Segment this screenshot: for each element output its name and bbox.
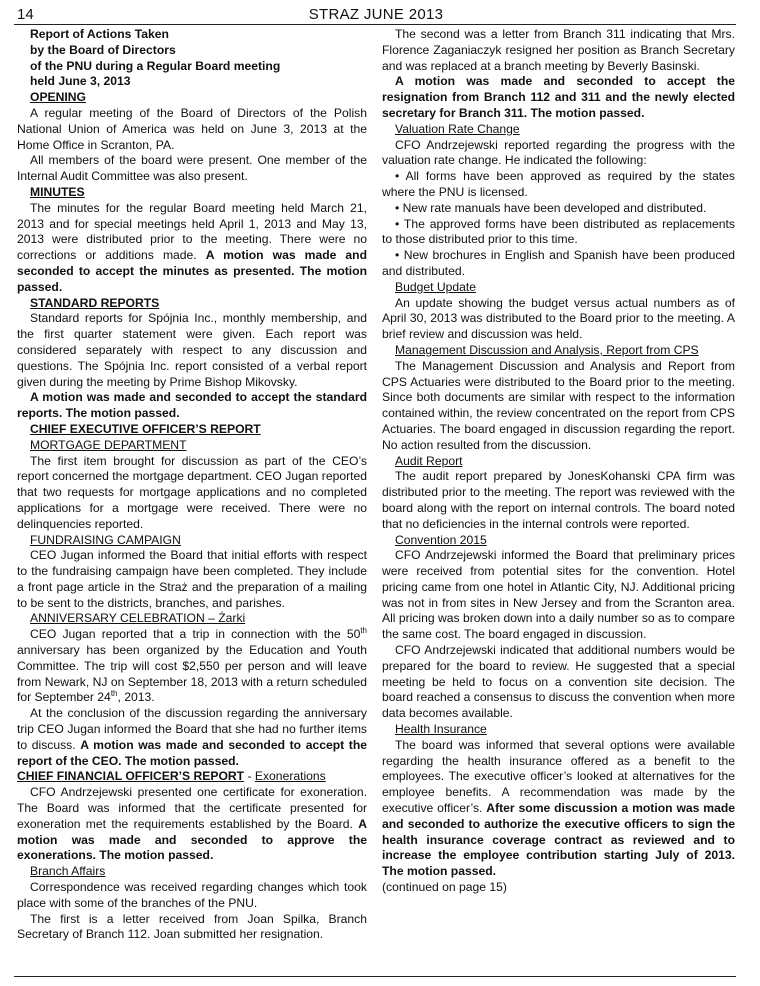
bullet-item: • New rate manuals have been developed and distributed. xyxy=(395,200,707,215)
paragraph-branch-1: Correspondence was received regarding changes which took place with some of the branches of the PNU. xyxy=(17,880,367,910)
heading-minutes: MINUTES xyxy=(30,184,85,199)
heading-branch-affairs: Branch Affairs xyxy=(30,864,106,879)
page-header xyxy=(17,6,735,24)
paragraph-convention-1: CFO Andrzejewski informed the Board that preliminary prices were received from potential sites for the convention. Hotel pricing came from one hotel in Atlantic City, NJ. Additional pricing was not in from sites in New Jersey and from the Scranton area. All pricing was broken down into a daily number so as to compare the same cost. The board engaged in discussion. xyxy=(382,548,735,642)
paragraph-health-insurance xyxy=(382,738,735,880)
continued-note: (continued on page 15) xyxy=(382,880,507,895)
paragraph-branch-2: The first is a letter received from Joan Spilka, Branch Secretary of Branch 112. Joan submitted her resignation. xyxy=(17,911,367,942)
heading-cfo-report-line xyxy=(17,769,367,785)
paragraph-budget: An update showing the budget versus actual numbers as of April 30, 2013 was distributed to the Board prior to the meeting. A brief review and discussion was held. xyxy=(382,295,735,342)
footer-rule xyxy=(14,976,736,977)
paragraph-exonerations xyxy=(17,785,367,864)
paragraph-audit: The audit report prepared by JonesKohanski CPA firm was distributed prior to the meeting. The report was reviewed with the board along with the report on internal controls. The board noted that no deficiencies in the internal controls were reported. xyxy=(382,469,735,531)
bullet-item: • The approved forms have been distributed as replacements to those distributed prior to this time. xyxy=(382,216,735,247)
heading-valuation: Valuation Rate Change xyxy=(395,121,520,136)
exonerations-text: CFO Andrzejewski presented one certificate for exoneration. The Board was informed that the certificate presented for exoneration met the requirements established by the Board. xyxy=(17,785,367,831)
heading-exonerations: Exonerations xyxy=(254,769,326,784)
report-title-line-3: of the PNU during a Regular Board meeting xyxy=(30,58,281,73)
report-title-line-1: Report of Actions Taken xyxy=(30,27,169,41)
left-column xyxy=(17,27,367,943)
heading-management-discussion: Management Discussion and Analysis, Report from CPS xyxy=(395,342,699,357)
paragraph-valuation: CFO Andrzejewski reported regarding the progress with the valuation rate change. He indicated the following: xyxy=(382,137,735,168)
anniversary-text-b: anniversary has been organized by the Education and Youth Committee. The trip will cost $2,550 per person and will leave from Newark, NJ on September 18, 2013 with a return scheduled for September 24 xyxy=(17,643,367,705)
paragraph-management-discussion: The Management Discussion and Analysis and Report from CPS Actuaries were distributed to the Board prior to the meeting. Since both documents are similar with respect to the information contained within, the review concentrated on the report from CPS Actuaries. The board engaged in discussion regarding the report. No action resulted from the discussion. xyxy=(382,358,735,452)
heading-standard-reports: STANDARD REPORTS xyxy=(30,295,160,310)
anniversary-conclusion-motion: A motion was made and seconded to accept the report of the CEO. The motion passed. xyxy=(17,737,367,768)
bullet-item: • New brochures in English and Spanish have been produced and distributed. xyxy=(382,248,735,278)
paragraph-fundraising: CEO Jugan informed the Board that initial efforts with respect to the fundraising campaign have been completed. They include a front page article in the Straż and the preparation of a mailing to be sent to the districts, branches, and parishes. xyxy=(17,548,367,610)
exonerations-motion: A motion was made and seconded to approve the exonerations. The motion passed. xyxy=(17,816,367,863)
paragraph-standard-reports: Standard reports for Spójnia Inc., monthly membership, and the first quarter statement were given. Each report was considered separately with respect to any discussion and questions. The Spójnia Inc. report consisted of a verbal report given during the meeting by Prime Bishop Mikovsky. xyxy=(17,311,367,389)
heading-cfo-separator: - xyxy=(244,769,255,784)
paragraph-mortgage: The first item brought for discussion as part of the CEO’s report concerned the mortgage department. CEO Jugan reported that two requests for mortgage applications and no completed applications for a mortgage were received. There were no delinquencies reported. xyxy=(17,453,367,531)
heading-mortgage: MORTGAGE DEPARTMENT xyxy=(30,437,187,452)
paragraph-anniversary xyxy=(17,627,367,706)
heading-opening: OPENING xyxy=(30,90,86,105)
heading-cfo-report: CHIEF FINANCIAL OFFICER’S REPORT xyxy=(17,769,245,784)
paragraph-opening-2: All members of the board were present. One member of the Internal Audit Committee was also present. xyxy=(17,153,367,184)
paragraph-opening-1: A regular meeting of the Board of Directors of the Polish National Union of America was held on June 3, 2013 at the Home Office in Scranton, PA. xyxy=(17,105,367,152)
anniversary-sup-2: th xyxy=(110,689,118,699)
heading-audit: Audit Report xyxy=(395,453,463,468)
publication-title: STRAZ JUNE 2013 xyxy=(308,6,444,23)
bullet-item: • All forms have been approved as required by the states where the PNU is licensed. xyxy=(382,169,735,199)
paragraph-minutes xyxy=(17,201,367,296)
report-title-line-4: held June 3, 2013 xyxy=(30,74,131,89)
minutes-motion: A motion was made and seconded to accept the minutes as presented. The motion passed. xyxy=(17,248,367,294)
anniversary-text-a: CEO Jugan reported that a trip in connection with the 50 xyxy=(30,627,361,642)
anniversary-sup-1: th xyxy=(360,626,367,636)
heading-convention: Convention 2015 xyxy=(395,532,487,547)
heading-ceo-report: CHIEF EXECUTIVE OFFICER’S REPORT xyxy=(30,421,261,436)
heading-health-insurance: Health Insurance xyxy=(395,722,487,737)
minutes-text: The minutes for the regular Board meeting held March 21, 2013 and for special meetings held April 1, 2013 and May 13, 2013 were distributed prior to the meeting. There were no corrections or additions made. xyxy=(17,200,367,263)
report-title-line-2: by the Board of Directors xyxy=(30,42,176,57)
paragraph-branch-311: The second was a letter from Branch 311 indicating that Mrs. Florence Zaganiaczyk resigned her position as Branch Secretary and was replaced at a branch meeting by Beverly Basinski. xyxy=(382,27,735,73)
paragraph-anniversary-conclusion xyxy=(17,706,367,769)
health-motion: After some discussion a motion was made and seconded to authorize the executive officers to sign the health insurance coverage contract as reviewed and to increase the employee contribution starting July of 2013. The motion passed. xyxy=(382,801,736,879)
paragraph-branch-motion: A motion was made and seconded to accept the resignation from Branch 112 and 311 and the newly elected secretary for Branch 311. The motion passed. xyxy=(382,74,735,120)
header-rule xyxy=(14,24,736,25)
page-number: 14 xyxy=(17,6,34,23)
heading-budget: Budget Update xyxy=(395,279,477,294)
heading-fundraising: FUNDRAISING CAMPAIGN xyxy=(30,532,181,547)
anniversary-conclusion-text: At the conclusion of the discussion regarding the anniversary trip CEO Jugan informed the Board that she had no further items to discuss. xyxy=(17,706,367,752)
heading-anniversary: ANNIVERSARY CELEBRATION – Żarki xyxy=(30,611,246,626)
health-text: The board was informed that several options were available regarding the health insurance offered as a benefit to the employees. The executive officer’s looked at alternatives for the employee benefits. A recommendation was made by the executive officer’s. xyxy=(382,737,735,816)
right-column xyxy=(382,27,735,896)
anniversary-text-c: , 2013. xyxy=(117,690,155,705)
paragraph-convention-2: CFO Andrzejewski indicated that additional numbers would be prepared for the board to review. He suggested that a special meeting be held to focus on a convention site decision. The board reached a consensus to discuss the convention when more data becomes available. xyxy=(382,643,735,721)
paragraph-standard-motion: A motion was made and seconded to accept the standard reports. The motion passed. xyxy=(17,390,367,421)
